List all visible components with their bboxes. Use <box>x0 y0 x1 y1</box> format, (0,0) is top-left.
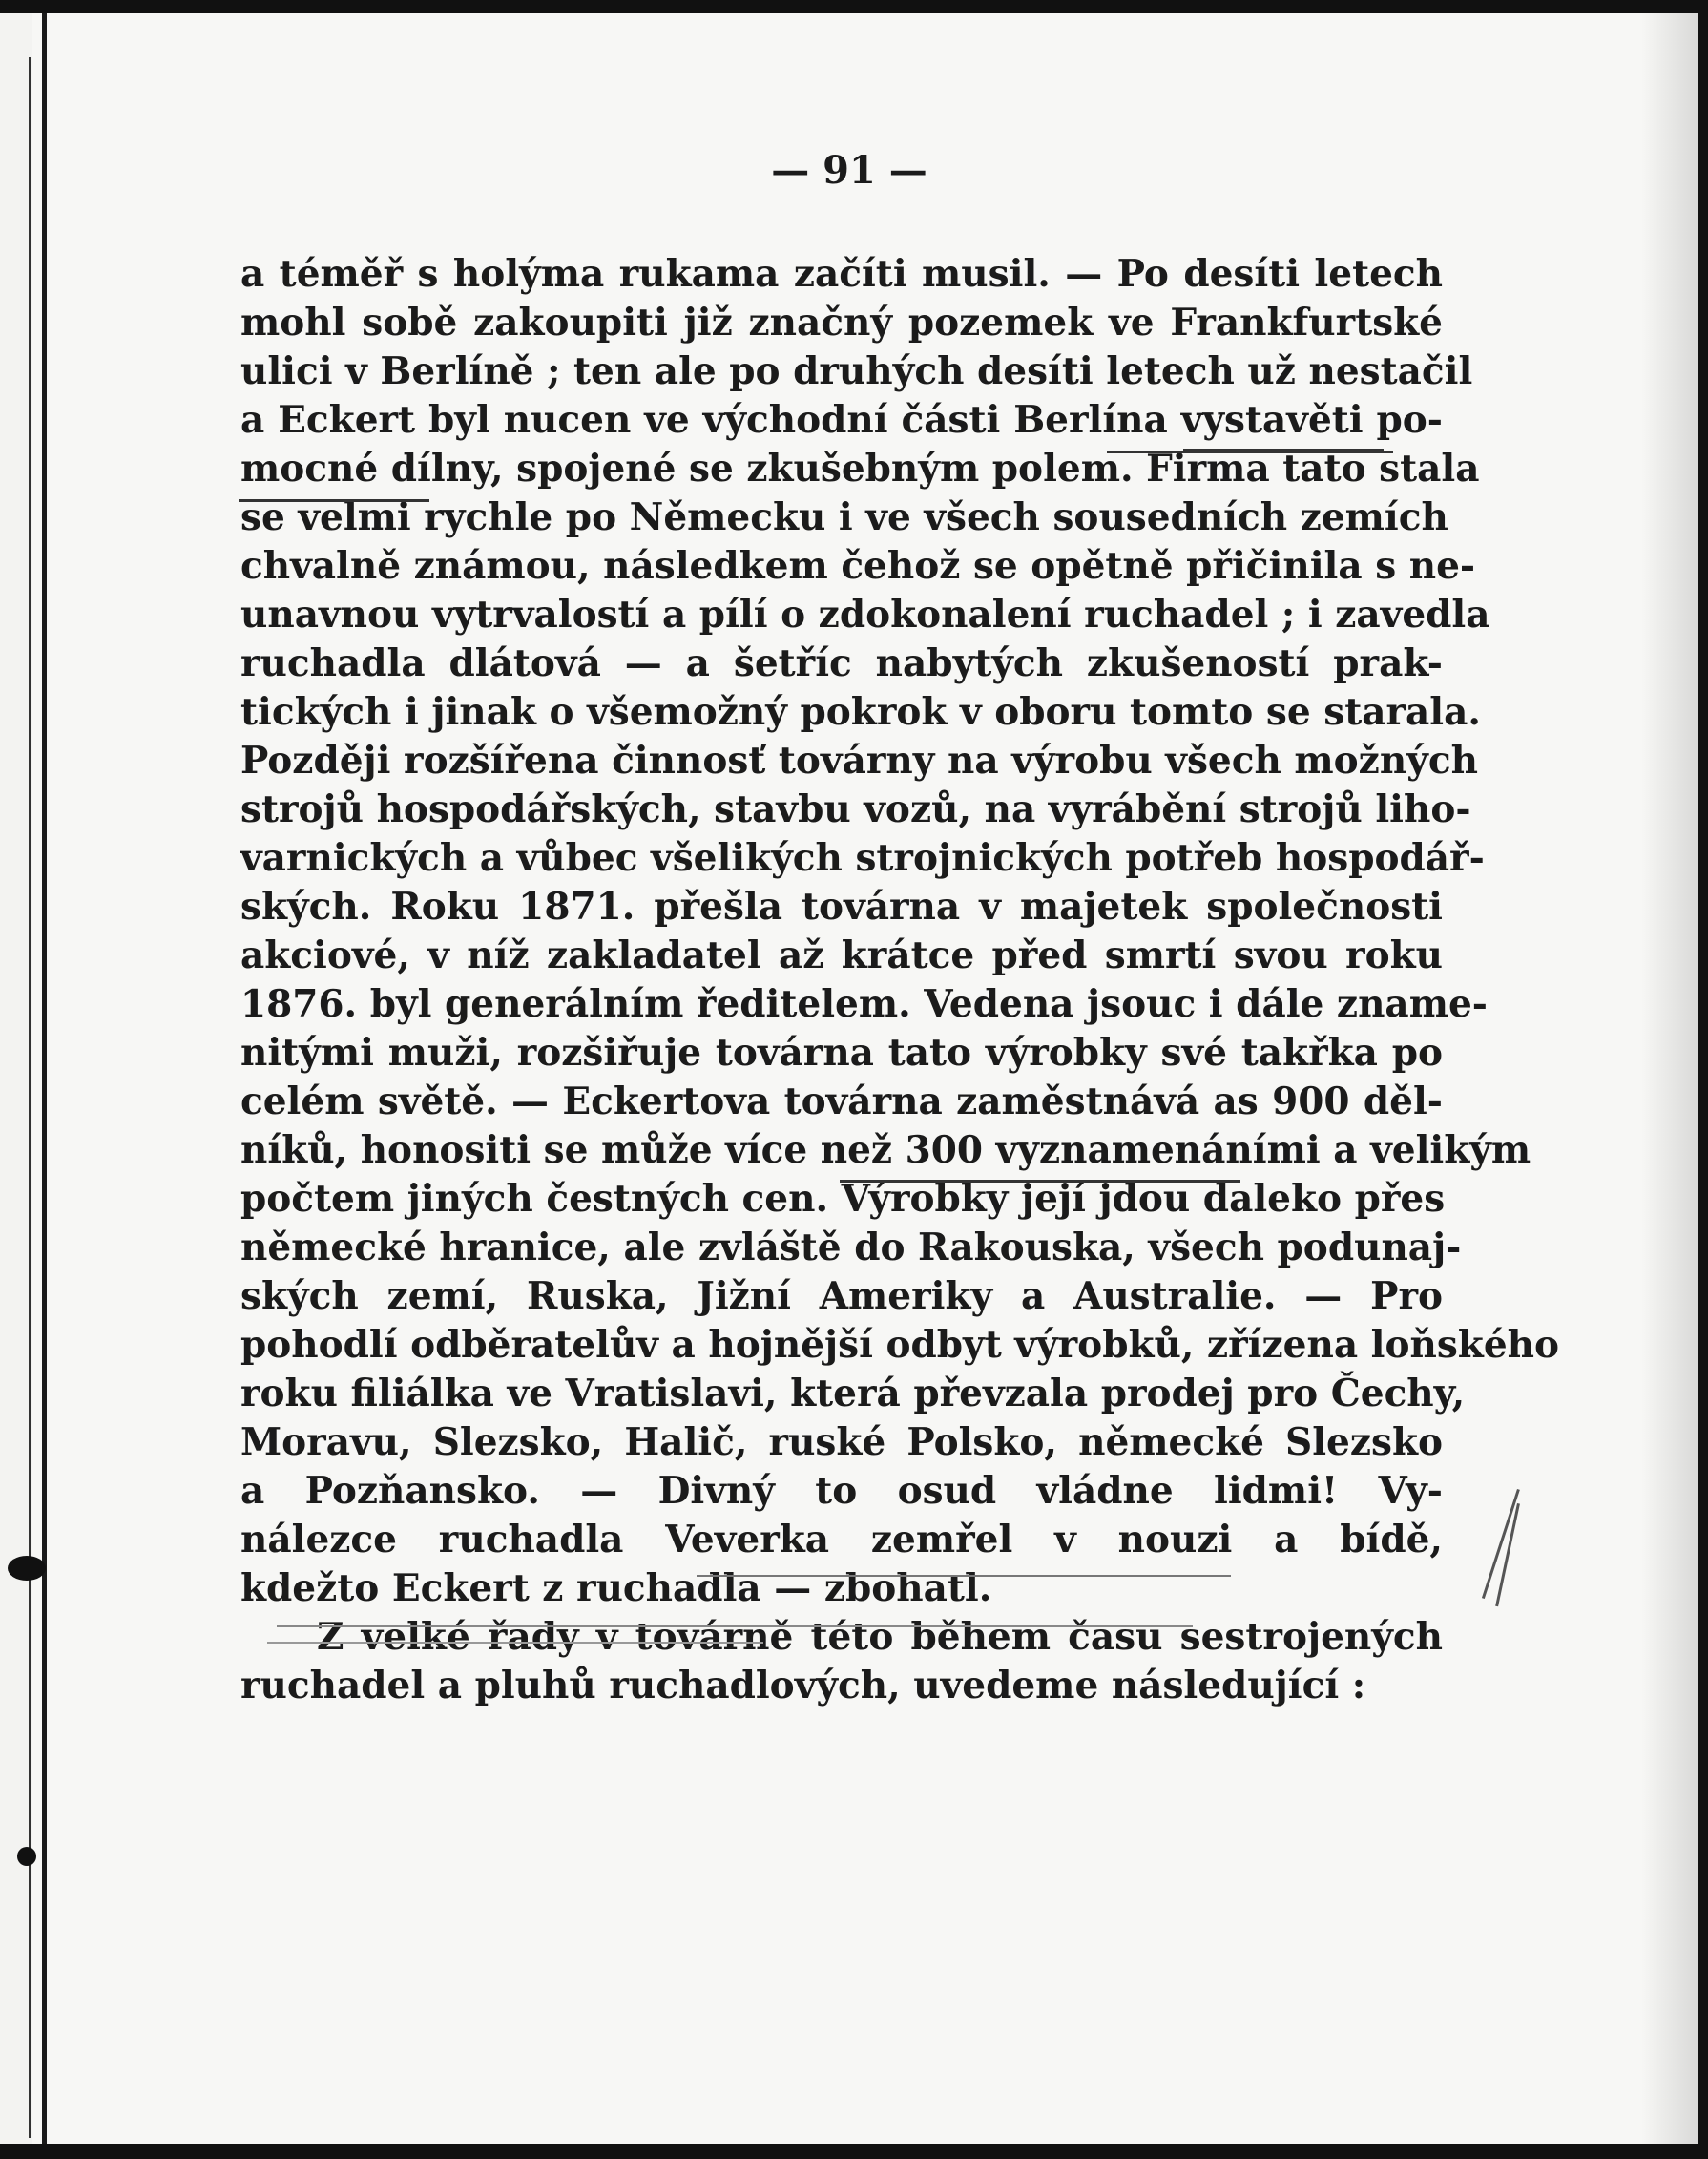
pencil-underline <box>277 1625 1193 1627</box>
text-line: strojů hospodářských, stavbu vozů, na vyrábění strojů liho- <box>240 787 1471 831</box>
binding-hole-mark <box>8 1556 46 1581</box>
text-line: Moravu, Slezsko, Halič, ruské Polsko, německé Slezsko <box>240 1420 1443 1464</box>
text-line: ruchadla dlátová — a šetříc nabytých zkušeností prak- <box>240 641 1443 685</box>
page-margin-left <box>0 0 32 2159</box>
text-line: varnických a vůbec všelikých strojnických potřeb hospodář- <box>240 836 1485 880</box>
text-line: počtem jiných čestných cen. Výrobky její jdou daleko přes <box>240 1177 1446 1221</box>
text-line: níků, honositi se může více než 300 vyznamenáními a velikým <box>240 1128 1531 1172</box>
text-line: německé hranice, ale zvláště do Rakouska, všech podunaj- <box>240 1226 1462 1269</box>
text-line: mohl sobě zakoupiti již značný pozemek ve Frankfurtské <box>240 301 1443 345</box>
text-line: pohodlí odběratelův a hojnější odbyt výrobků, zřízena loňského <box>240 1323 1560 1367</box>
text-line: celém světě. — Eckertova továrna zaměstnává as 900 děl- <box>240 1080 1443 1123</box>
text-line: Z velké řady v továrně této během času sestrojených <box>317 1615 1443 1659</box>
text-line: chvalně známou, následkem čehož se opětně přičinila s ne- <box>240 544 1476 588</box>
text-line: nitými muži, rozšiřuje továrna tato výrobky své takřka po <box>240 1031 1443 1075</box>
text-line: ských zemí, Ruska, Jižní Ameriky a Australie. — Pro <box>240 1274 1443 1318</box>
page-number: — 91 — <box>771 148 927 193</box>
text-line: unavnou vytrvalostí a pílí o zdokonalení ruchadel ; i zavedla <box>240 593 1490 637</box>
page-shadow <box>1641 13 1698 2144</box>
body-text <box>240 250 1560 1710</box>
text-line: roku filiálka ve Vratislavi, která převzala prodej pro Čechy, <box>240 1372 1466 1415</box>
text-line: tických i jinak o všemožný pokrok v oboru tomto se starala. <box>240 690 1481 734</box>
scan-border-bottom <box>0 2144 1708 2159</box>
ink-underline <box>239 499 429 502</box>
scan-border-top <box>0 0 1708 13</box>
text-line: a téměř s holýma rukama začíti musil. — Po desíti letech <box>240 252 1443 296</box>
scan-border-right <box>1698 0 1708 2159</box>
binding-edge <box>29 57 31 2138</box>
text-line: Později rozšířena činnosť továrny na výrobu všech možných <box>240 739 1478 783</box>
text-line: a Eckert byl nucen ve východní části Berlína vystavěti po- <box>240 398 1443 442</box>
text-line: mocné dílny, spojené se zkušebným polem. Firma tato stala <box>240 447 1480 491</box>
ink-underline <box>840 1180 1240 1183</box>
binding-line <box>42 13 47 2144</box>
binding-hole-mark <box>17 1847 36 1866</box>
text-line: akciové, v níž zakladatel až krátce před smrtí svou roku <box>240 933 1443 977</box>
text-line: kdežto Eckert z ruchadla — zbohatl. <box>240 1566 992 1610</box>
text-line: nálezce ruchadla Veverka zemřel v nouzi a bídě, <box>240 1518 1443 1562</box>
text-line: ulici v Berlíně ; ten ale po druhých desíti letech už nestačil <box>240 349 1473 393</box>
text-line: a Pozňansko. — Divný to osud vládne lidmi! Vy- <box>240 1469 1443 1513</box>
text-line: ruchadel a pluhů ruchadlových, uvedeme následující : <box>240 1664 1366 1708</box>
text-line: se velmi rychle po Německu i ve všech sousedních zemích <box>240 495 1448 539</box>
text-line: ských. Roku 1871. přešla továrna v majetek společnosti <box>240 885 1443 929</box>
pencil-underline <box>697 1575 1231 1577</box>
ink-underline <box>1107 451 1393 453</box>
text-line: 1876. byl generálním ředitelem. Vedena jsouc i dále zname- <box>240 982 1488 1026</box>
pencil-underline <box>267 1642 763 1644</box>
